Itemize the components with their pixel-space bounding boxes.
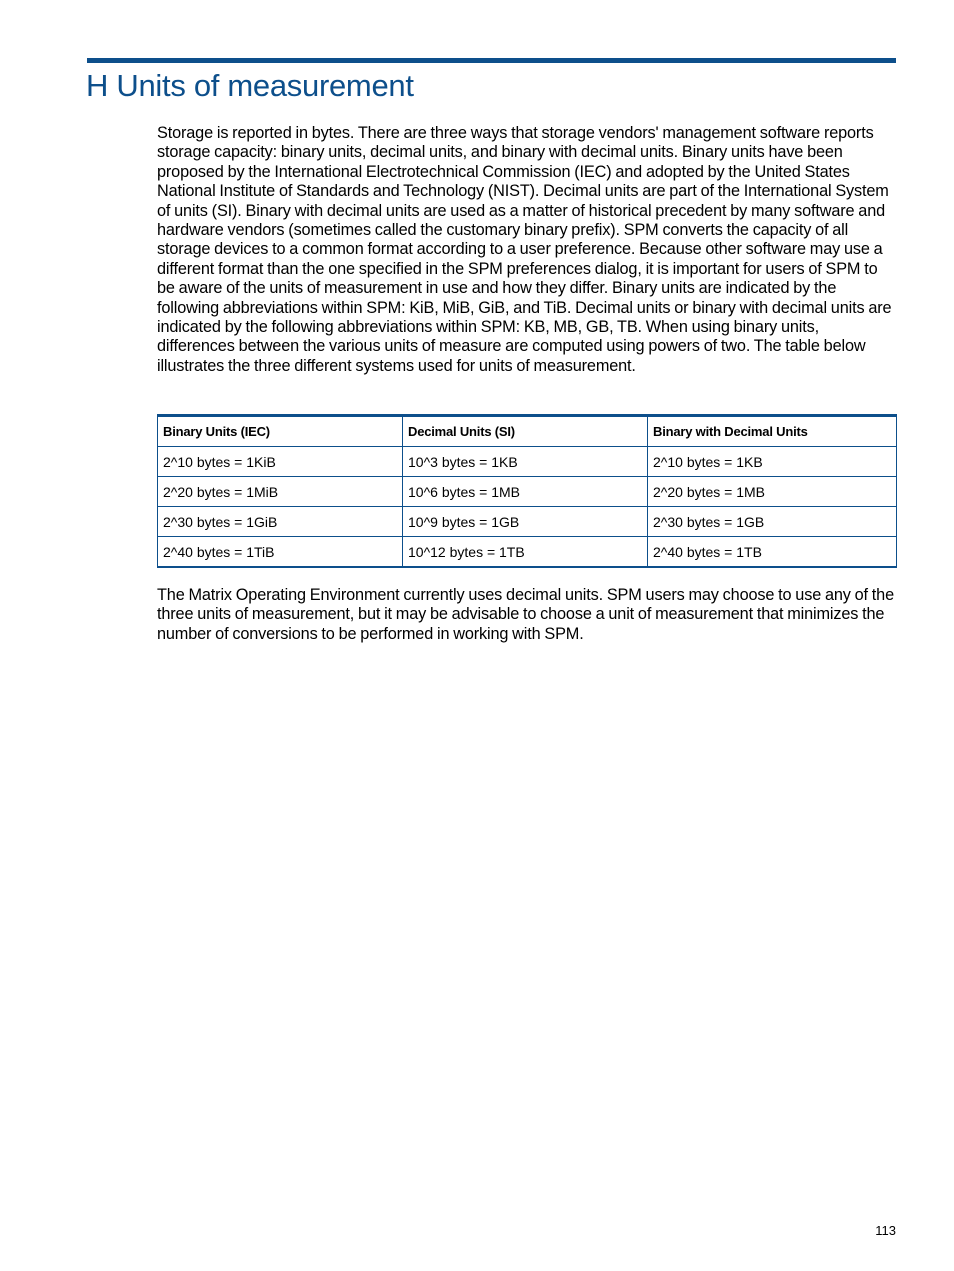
table-header-row xyxy=(158,416,897,447)
table-cell: 10^6 bytes = 1MB xyxy=(403,477,648,507)
table-row xyxy=(158,537,897,568)
table-cell: 10^3 bytes = 1KB xyxy=(403,447,648,477)
table-cell: 2^40 bytes = 1TB xyxy=(648,537,897,568)
table-row xyxy=(158,447,897,477)
column-header-decimal-si: Decimal Units (SI) xyxy=(403,416,648,447)
table-cell: 2^20 bytes = 1MB xyxy=(648,477,897,507)
table-row xyxy=(158,477,897,507)
header-rule xyxy=(87,58,896,63)
table-cell: 2^10 bytes = 1KB xyxy=(648,447,897,477)
table-cell: 2^30 bytes = 1GiB xyxy=(158,507,403,537)
table-row xyxy=(158,507,897,537)
outro-paragraph: The Matrix Operating Environment currently uses decimal units. SPM users may choose to use any of the three units of measurement, but it may be advisable to choose a unit of measurement that minimizes the number of conversions to be performed in working with SPM. xyxy=(157,586,894,643)
column-header-binary-iec: Binary Units (IEC) xyxy=(158,416,403,447)
table-cell: 2^10 bytes = 1KiB xyxy=(158,447,403,477)
table-cell: 2^20 bytes = 1MiB xyxy=(158,477,403,507)
intro-paragraph: Storage is reported in bytes. There are three ways that storage vendors' management software reports storage capacity: binary units, decimal units, and binary with decimal units. Binary units have been proposed by the International Electrotechnical Commission (IEC) and adopted by the United States National Institute of Standards and Technology (NIST). Decimal units are part of the International System of units (SI). Binary with decimal units are used as a matter of historical precedent by many software and hardware vendors (sometimes called the customary binary prefix). SPM converts the capacity of all storage devices to a common format according to a user preference. Because other software may use a different format than the one specified in the SPM preferences dialog, it is important for users of SPM to be aware of the units of measurement in use and how they differ. Binary units are indicated by the following abbreviations within SPM: KiB, MiB, GiB, and TiB. Decimal units or binary with decimal units are indicated by the following abbreviations within SPM: KB, MB, GB, TB. When using binary units, differences between the various units of measure are computed using powers of two. The table below illustrates the three different systems used for units of measurement. xyxy=(157,124,892,375)
table-cell: 10^12 bytes = 1TB xyxy=(403,537,648,568)
table-cell: 2^40 bytes = 1TiB xyxy=(158,537,403,568)
table-cell: 10^9 bytes = 1GB xyxy=(403,507,648,537)
page-title: H Units of measurement xyxy=(86,68,414,103)
column-header-binary-decimal: Binary with Decimal Units xyxy=(648,416,897,447)
units-table xyxy=(157,414,897,568)
page-number: 113 xyxy=(875,1223,896,1238)
table-cell: 2^30 bytes = 1GB xyxy=(648,507,897,537)
